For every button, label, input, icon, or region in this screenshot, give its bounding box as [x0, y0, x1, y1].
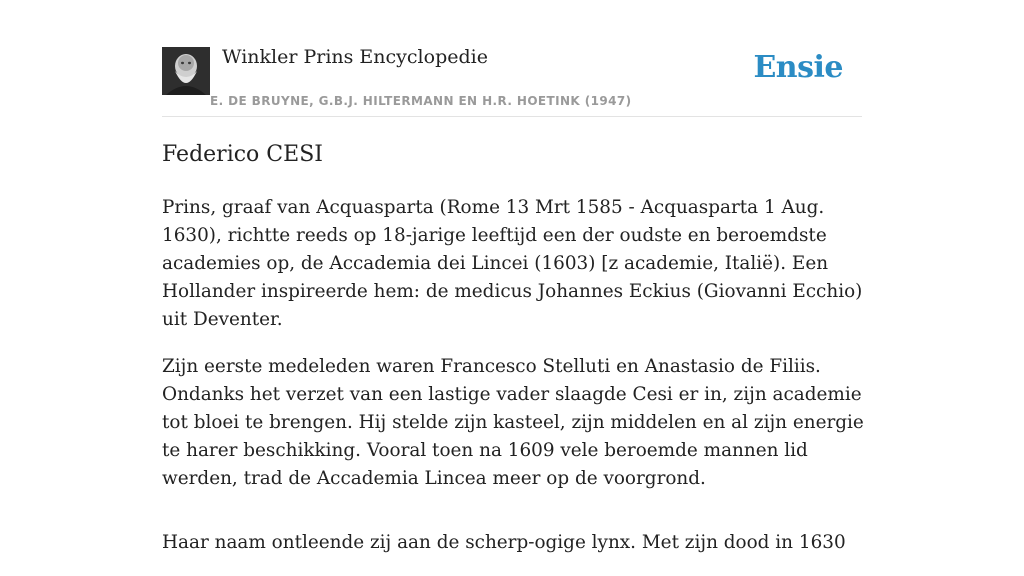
portrait-avatar-icon: [162, 47, 210, 95]
header: [162, 0, 862, 117]
article-paragraph: Prins, graaf van Acquasparta (Rome 13 Mrt 1585 - Acquasparta 1 Aug. 1630), richtte reeds op 18-jarige leeftijd een der oudste en beroemdste academies op, de Accademia dei Lincei (1603) [z academie, Italië). Een Hollander inspireerde hem: de medicus Johannes Eckius (Giovanni Ecchio) uit Deventer.: [162, 197, 863, 330]
author-avatar[interactable]: [162, 47, 210, 95]
ensie-logo-link[interactable]: Ensie: [753, 50, 843, 85]
article: [162, 140, 872, 576]
source-authors: E. DE BRUYNE, G.B.J. HILTERMANN EN H.R. HOETINK (1947): [210, 94, 632, 108]
article-title: Federico CESI: [162, 142, 323, 167]
source-title[interactable]: Winkler Prins Encyclopedie: [222, 46, 488, 68]
article-paragraph: Zijn eerste medeleden waren Francesco Stelluti en Anastasio de Filiis. Ondanks het verzet van een lastige vader slaagde Cesi er in, zijn academie tot bloei te brengen. Hij stelde zijn kasteel, zijn middelen en al zijn energie te harer beschikking. Vooral toen na 1609 vele beroemde mannen lid werden, trad de Accademia Lincea meer op de voorgrond.: [162, 356, 864, 489]
article-paragraph: Haar naam ontleende zij aan de scherp-ogige lynx. Met zijn dood in 1630: [162, 532, 846, 553]
